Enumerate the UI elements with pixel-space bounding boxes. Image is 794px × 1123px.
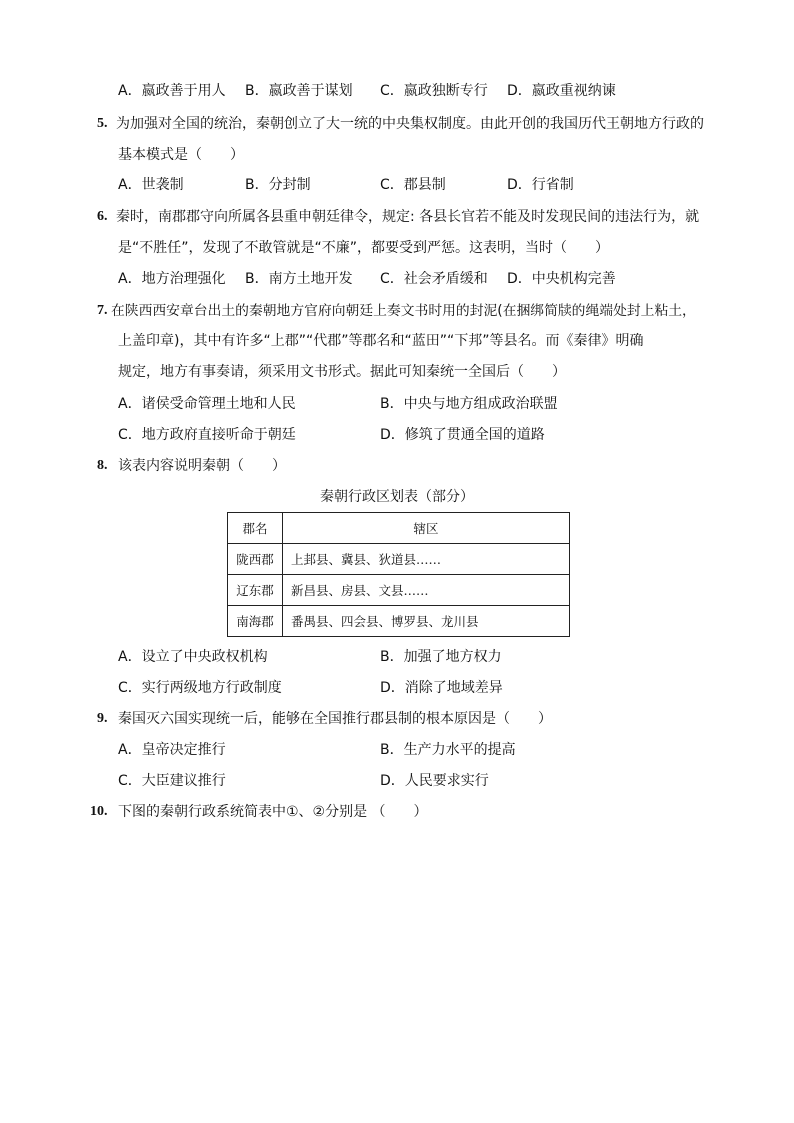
q8-option-c: C．实行两级地方行政制度 xyxy=(118,680,282,696)
table-row xyxy=(228,575,570,606)
q5-option-d: D．行省制 xyxy=(507,177,574,193)
q7-stem-line-1: 在陕西西安章台出土的秦朝地方官府向朝廷上奏文书时用的封泥(在捆绑简牍的绳端处封上粘土， xyxy=(111,303,696,319)
q5-option-c: C．郡县制 xyxy=(380,177,446,193)
q5-option-a: A．世袭制 xyxy=(118,177,184,193)
q10-number: 10. xyxy=(90,804,108,819)
q6-stem-line-2: 是“不胜任”，发现了不敢管就是“不廉”，都要受到严惩。这表明，当时（ ） xyxy=(118,240,610,256)
q4-option-c: C．嬴政独断专行 xyxy=(380,83,488,99)
q9-option-b: B．生产力水平的提高 xyxy=(380,742,516,758)
table-cell-counties: 上邽县、冀县、狄道县…… xyxy=(283,544,570,575)
q8-option-d: D．消除了地域差异 xyxy=(380,680,503,696)
table-cell-commandery: 辽东郡 xyxy=(228,575,283,606)
q8-option-a: A．设立了中央政权机构 xyxy=(118,649,268,665)
q6-option-c: C．社会矛盾缓和 xyxy=(380,271,488,287)
table-row xyxy=(228,544,570,575)
q6-option-a: A．地方治理强化 xyxy=(118,271,226,287)
q8-option-b: B．加强了地方权力 xyxy=(380,649,502,665)
q5-number: 5. xyxy=(97,116,108,131)
q6-option-b: B．南方土地开发 xyxy=(245,271,353,287)
table-cell-counties: 新昌县、房县、文县…… xyxy=(283,575,570,606)
q5-stem-line-2: 基本模式是（ ） xyxy=(118,147,244,163)
table-title: 秦朝行政区划表（部分） xyxy=(320,489,474,505)
table-cell-counties: 番禺县、四会县、博罗县、龙川县 xyxy=(283,606,570,637)
q5-stem-line-1: 为加强对全国的统治，秦朝创立了大一统的中央集权制度。由此开创的我国历代王朝地方行政的 xyxy=(116,116,704,132)
table-cell-commandery: 陇西郡 xyxy=(228,544,283,575)
q4-option-b: B．嬴政善于谋划 xyxy=(245,83,353,99)
q7-option-c: C．地方政府直接听命于朝廷 xyxy=(118,427,296,443)
q8-number: 8. xyxy=(97,458,108,473)
q6-number: 6. xyxy=(97,209,108,224)
q7-option-d: D．修筑了贯通全国的道路 xyxy=(380,427,545,443)
q4-option-a: A．嬴政善于用人 xyxy=(118,83,226,99)
table-cell-commandery: 南海郡 xyxy=(228,606,283,637)
table-header-cell: 郡名 xyxy=(228,513,283,544)
q7-stem-line-3: 规定，地方有事奏请，须采用文书形式。据此可知秦统一全国后（ ） xyxy=(118,364,566,380)
table-header-cell: 辖区 xyxy=(283,513,570,544)
q6-stem-line-1: 秦时，南郡郡守向所属各县重申朝廷律令，规定: 各县长官若不能及时发现民间的违法行为，就 xyxy=(116,209,700,225)
q10-stem: 下图的秦朝行政系统简表中①、②分别是 （ ） xyxy=(118,804,428,820)
q9-option-c: C．大臣建议推行 xyxy=(118,773,226,789)
q7-option-b: B．中央与地方组成政治联盟 xyxy=(380,396,558,412)
q9-stem: 秦国灭六国实现统一后，能够在全国推行郡县制的根本原因是（ ） xyxy=(118,711,552,727)
q5-option-b: B．分封制 xyxy=(245,177,311,193)
q7-number: 7. xyxy=(97,303,108,318)
admin-division-table xyxy=(227,512,570,637)
table-row xyxy=(228,606,570,637)
q4-option-d: D．嬴政重视纳谏 xyxy=(507,83,616,99)
q7-option-a: A．诸侯受命管理土地和人民 xyxy=(118,396,296,412)
q8-stem: 该表内容说明秦朝（ ） xyxy=(118,458,286,474)
q9-number: 9. xyxy=(97,711,108,726)
table-header-row xyxy=(228,513,570,544)
q6-option-d: D．中央机构完善 xyxy=(507,271,616,287)
q9-option-d: D．人民要求实行 xyxy=(380,773,489,789)
q9-option-a: A．皇帝决定推行 xyxy=(118,742,226,758)
q7-stem-line-2: 上盖印章)，其中有许多“上郡”“代郡”等郡名和“蓝田”“下邦”等县名。而《秦律》明确 xyxy=(118,333,644,349)
